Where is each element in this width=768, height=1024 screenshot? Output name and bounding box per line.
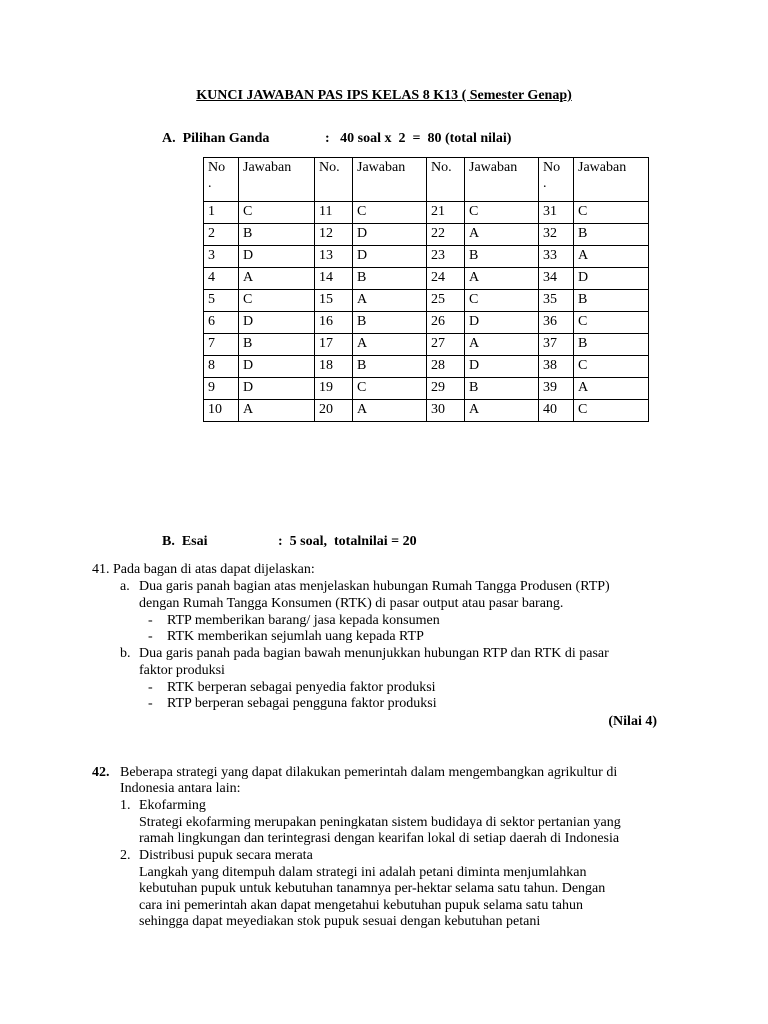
header-cell [315,158,353,202]
answer-cell: A [574,378,649,400]
q42-number: 42. [92,765,110,780]
question-number-cell: 3 [204,246,239,268]
answer-cell: B [353,268,427,290]
question-number-cell: 33 [539,246,574,268]
table-row [204,378,649,400]
q42-item1-marker: 1. [120,798,131,813]
question-number-cell: 13 [315,246,353,268]
header-text: Jawaban [243,160,292,175]
table-row [204,400,649,422]
answer-cell: B [239,334,315,356]
question-number-cell: 4 [204,268,239,290]
question-number-cell: 39 [539,378,574,400]
table-row [204,224,649,246]
answer-cell: A [239,268,315,290]
question-number-cell: 35 [539,290,574,312]
header-text: Jawaban [357,160,406,175]
question-number-cell: 26 [427,312,465,334]
answer-cell: D [239,356,315,378]
answer-cell: A [465,268,539,290]
question-number-cell: 29 [427,378,465,400]
question-number-cell: 25 [427,290,465,312]
answer-cell: C [465,202,539,224]
table-row [204,290,649,312]
answer-cell: A [353,334,427,356]
question-number-cell: 5 [204,290,239,312]
answer-cell: D [574,268,649,290]
q42-item2-line3: cara ini pemerintah akan dapat mengetahui kebutuhan pupuk selama satu tahun [139,898,583,913]
section-b-label: B. Esai [162,534,208,549]
answer-cell: C [353,378,427,400]
answer-cell: C [239,202,315,224]
q42-item2-line1: Langkah yang ditempuh dalam strategi ini adalah petani diminta menjumlahkan [139,865,587,880]
bullet-dash: - [148,696,153,711]
question-number-cell: 32 [539,224,574,246]
answer-cell: D [239,246,315,268]
header-cell [427,158,465,202]
q42-item1-line1: Strategi ekofarming merupakan peningkatan sistem budidaya di sektor pertanian yang [139,815,621,830]
section-a-detail: : 40 soal x 2 = 80 (total nilai) [325,131,512,146]
header-text: No. [431,160,452,175]
answer-cell: B [353,312,427,334]
q41-a-line2: dengan Rumah Tangga Konsumen (RTK) di pasar output atau pasar barang. [139,596,564,611]
question-number-cell: 40 [539,400,574,422]
q42-item2-title: Distribusi pupuk secara merata [139,848,313,863]
question-number-cell: 19 [315,378,353,400]
answer-cell: C [239,290,315,312]
answer-cell: D [465,312,539,334]
answer-cell: A [239,400,315,422]
answer-cell: A [574,246,649,268]
header-cell [204,158,239,202]
q42-item2-line4: sehingga dapat meyediakan stok pupuk sesuai dengan kebutuhan petani [139,914,541,929]
document-title: KUNCI JAWABAN PAS IPS KELAS 8 K13 ( Semester Genap) [196,88,572,103]
q42-intro-line1: Beberapa strategi yang dapat dilakukan pemerintah dalam mengembangkan agrikultur di [120,765,618,780]
answer-cell: A [465,224,539,246]
question-number-cell: 37 [539,334,574,356]
table-row [204,334,649,356]
section-b-detail: : 5 soal, totalnilai = 20 [278,534,417,549]
q41-b-line1: Dua garis panah pada bagian bawah menunjukkan hubungan RTP dan RTK di pasar [139,646,609,661]
answer-cell: A [465,334,539,356]
q42-intro-line2: Indonesia antara lain: [120,781,241,796]
answer-cell: B [574,334,649,356]
answer-cell: A [353,290,427,312]
question-number-cell: 1 [204,202,239,224]
bullet-dash: - [148,680,153,695]
question-number-cell: 2 [204,224,239,246]
answer-cell: B [465,378,539,400]
section-a-label: A. Pilihan Ganda [162,131,270,146]
question-number-cell: 20 [315,400,353,422]
q42-item2-line2: kebutuhan pupuk untuk kebutuhan tanamnya per-hektar selama satu tahun. Dengan [139,881,606,896]
table-row [204,356,649,378]
table-row [204,246,649,268]
question-number-cell: 21 [427,202,465,224]
q41-b-marker: b. [120,646,131,661]
question-number-cell: 12 [315,224,353,246]
question-number-cell: 23 [427,246,465,268]
q41-a-bullet-2: RTK memberikan sejumlah uang kepada RTP [167,629,424,644]
q41-score: (Nilai 4) [608,714,657,729]
answer-cell: B [465,246,539,268]
answer-cell: A [353,400,427,422]
question-number-cell: 31 [539,202,574,224]
question-number-cell: 24 [427,268,465,290]
question-number-cell: 16 [315,312,353,334]
question-number-cell: 18 [315,356,353,378]
answer-key-table [203,157,649,422]
header-cell [574,158,649,202]
question-number-cell: 6 [204,312,239,334]
answer-cell: C [353,202,427,224]
answer-cell: D [465,356,539,378]
question-number-cell: 28 [427,356,465,378]
header-text: No . [543,160,561,191]
answer-cell: C [574,356,649,378]
header-cell [239,158,315,202]
answer-cell: B [239,224,315,246]
question-number-cell: 22 [427,224,465,246]
answer-cell: B [574,224,649,246]
bullet-dash: - [148,629,153,644]
table-row [204,312,649,334]
question-number-cell: 8 [204,356,239,378]
header-cell [539,158,574,202]
q41-a-line1: Dua garis panah bagian atas menjelaskan hubungan Rumah Tangga Produsen (RTP) [139,579,610,594]
answer-cell: B [353,356,427,378]
table-row [204,268,649,290]
header-text: Jawaban [469,160,518,175]
q42-item1-line2: ramah lingkungan dan terintegrasi dengan kearifan lokal di setiap daerah di Indonesia [139,831,620,846]
table-body [204,202,649,422]
question-number-cell: 38 [539,356,574,378]
table-row [204,202,649,224]
question-number-cell: 34 [539,268,574,290]
question-number-cell: 27 [427,334,465,356]
question-number-cell: 10 [204,400,239,422]
answer-cell: C [574,312,649,334]
answer-cell: D [239,312,315,334]
q42-item2-marker: 2. [120,848,131,863]
question-number-cell: 11 [315,202,353,224]
question-number-cell: 9 [204,378,239,400]
answer-cell: C [574,400,649,422]
q41-a-marker: a. [120,579,130,594]
answer-cell: A [465,400,539,422]
q41-b-line2: faktor produksi [139,663,225,678]
question-number-cell: 15 [315,290,353,312]
answer-cell: D [239,378,315,400]
question-number-cell: 36 [539,312,574,334]
question-number-cell: 7 [204,334,239,356]
header-text: No. [319,160,340,175]
q41-b-bullet-2: RTP berperan sebagai pengguna faktor produksi [167,696,437,711]
question-number-cell: 30 [427,400,465,422]
answer-cell: B [574,290,649,312]
question-number-cell: 14 [315,268,353,290]
answer-cell: D [353,224,427,246]
q41-intro: 41. Pada bagan di atas dapat dijelaskan: [92,562,315,577]
answer-cell: C [465,290,539,312]
answer-cell: C [574,202,649,224]
header-cell [465,158,539,202]
answer-cell: D [353,246,427,268]
header-text: No . [208,160,226,191]
header-text: Jawaban [578,160,627,175]
q42-item1-title: Ekofarming [139,798,206,813]
bullet-dash: - [148,613,153,628]
question-number-cell: 17 [315,334,353,356]
q41-b-bullet-1: RTK berperan sebagai penyedia faktor produksi [167,680,436,695]
header-cell [353,158,427,202]
q41-a-bullet-1: RTP memberikan barang/ jasa kepada konsumen [167,613,440,628]
table-header-row [204,158,649,202]
